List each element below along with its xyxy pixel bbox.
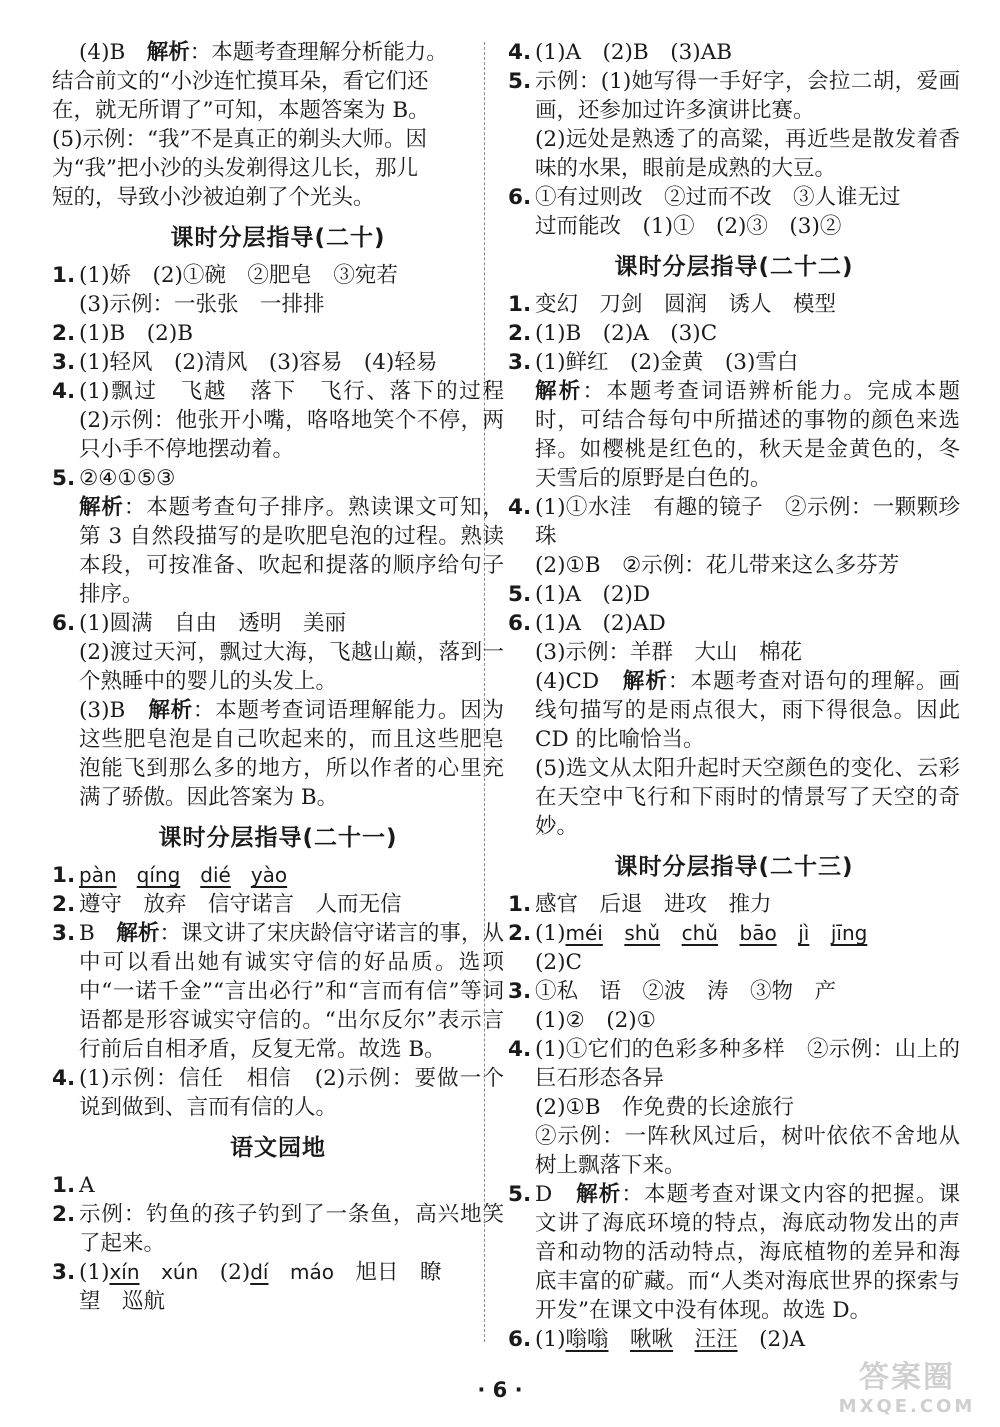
s23-q3: 3. ①私 语 ②波 涛 ③物 产 (1)② (2)① [508,979,837,1033]
s20-q2: 2. (1)B (2)B [52,321,194,346]
s21-q1: 1. pàn qíng dié yào [52,863,288,888]
s23-q4: 4. (1)①它们的色彩多种多样 ②示例：山上的巨石形态各异 (2)①B 作免费的长途旅行 ②示例：一阵秋风过后，树叶依依不舍地从树上飘落下来。 [508,1037,960,1178]
s23-q5: 5. D 解析：本题考查对课文内容的把握。课文讲了海底环境的特点，海底动物发出的声音和动物的活动特点，海底植物的差异和海底丰富的矿藏。而“人类对海底世界的探索与开发”在课文中没有体现。故选 D。 [508,1182,960,1323]
r-q6: 6. ①有过则改 ②过而不改 ③人谁无过 过而能改 (1)① (2)③ (3)② [508,185,901,239]
section-title-garden: 语文园地 [230,1135,326,1161]
section-title-23: 课时分层指导(二十三) [614,854,854,880]
s22-q5: 5. (1)A (2)D [508,582,651,607]
right-column [508,38,960,1354]
s23-q6: 6. (1)嗡嗡 啾啾 汪汪 (2)A [508,1327,806,1352]
watermark-top-text: 答案圈 [859,1360,955,1395]
s22-q3: 3. (1)鲜红 (2)金黄 (3)雪白 解析：本题考查词语辨析能力。完成本题时，可结合每句中所描述的事物的颜色来选择。如樱桃是红色的，秋天是金黄色的，冬天雪后的原野是白色的。 [508,350,960,491]
section-title-21: 课时分层指导(二十一) [158,825,398,851]
s22-q4: 4. (1)①水洼 有趣的镜子 ②示例：一颗颗珍珠 (2)①B ②示例：花儿带来这么多芬芳 [508,495,960,578]
s23-q1: 1. 感官 后退 进攻 推力 [508,892,772,917]
left-column [52,38,526,1316]
section-title-20: 课时分层指导(二十) [170,225,386,251]
s23-q2: 2. (1)méi shǔ chǔ bāo jì jīng (2)C [508,921,868,975]
s21-q2: 2. 遵守 放弃 信守诺言 人而无信 [52,892,402,917]
s20-q1: 1. (1)娇 (2)①碗 ②肥皂 ③宛若 (3)示例：一张张 一排排 [52,263,398,317]
s20-q5: 5. ②④①⑤③ 解析：本题考查句子排序。熟读课文可知，第 3 自然段描写的是吹肥皂泡的过程。熟读本段，可按准备、吹起和提落的顺序给句子排序。 [52,466,504,607]
garden-q2: 2. 示例：钓鱼的孩子钓到了一条鱼，高兴地笑了起来。 [52,1202,504,1256]
page-number: · 6 · [477,1378,523,1402]
watermark-bottom-text: MXQE.COM [838,1396,976,1417]
s20-q4: 4. (1)飘过 飞越 落下 飞行、落下的过程 (2)示例：他张开小嘴，咯咯地笑个不停，两只小手不停地摆动着。 [52,379,526,462]
watermark-logo [832,1360,982,1422]
intro-block: (4)B 解析：本题考查理解分析能力。 结合前文的“小沙连忙摸耳朵，看它们还 在，就无所谓了”可知，本题答案为 B。 (5)示例：“我”不是真正的剃头大师。因 为“我”把小沙的头发剃得这儿长，那儿 短的，导致小沙被迫剃了个光头。 [52,40,448,210]
s21-q4: 4. (1)示例：信任 相信 (2)示例：要做一个说到做到、言而有信的人。 [52,1066,504,1120]
s20-q6: 6. (1)圆满 自由 透明 美丽 (2)渡过天河，飘过大海，飞越山巅，落到一个熟睡中的婴儿的头发上。 (3)B 解析：本题考查词语理解能力。因为这些肥皂泡是自己吹起来的，而且这些肥皂泡能飞到那么多的地方，所以作者的心里充满了骄傲。因此答案为 B。 [52,611,504,810]
garden-q1: 1. A [52,1173,95,1198]
s22-q1: 1. 变幻 刀剑 圆润 诱人 模型 [508,292,837,317]
garden-q3: 3. (1)xín xún (2)dí máo 旭日 瞭 望 巡航 [52,1260,442,1314]
r-q5: 5. 示例：(1)她写得一手好字，会拉二胡，爱画画，还参加过许多演讲比赛。 (2)远处是熟透了的高粱，再近些是散发着香味的水果，眼前是成熟的大豆。 [508,69,960,181]
s22-q6: 6. (1)A (2)AD (3)示例：羊群 大山 棉花 (4)CD 解析：本题考查对语句的理解。画线句描写的是雨点很大，雨下得很急。因此 CD 的比喻恰当。 (5)选文从太阳升起时天空颜色的变化、云彩在天空中飞行和下雨时的情景写了天空的奇妙。 [508,611,960,839]
r-q4: 4. (1)A (2)B (3)AB [508,40,733,65]
section-title-22: 课时分层指导(二十二) [614,254,854,280]
s21-q3: 3. B 解析：课文讲了宋庆龄信守诺言的事，从中可以看出她有诚实守信的好品质。选项中“一诺千金”“言出必行”和“言而有信”等词语都是形容诚实守信的。“出尔反尔”表示言行前后自相矛盾，反复无常。故选 B。 [52,921,504,1062]
s22-q2: 2. (1)B (2)A (3)C [508,321,718,346]
s20-q3: 3. (1)轻风 (2)清风 (3)容易 (4)轻易 [52,350,438,375]
